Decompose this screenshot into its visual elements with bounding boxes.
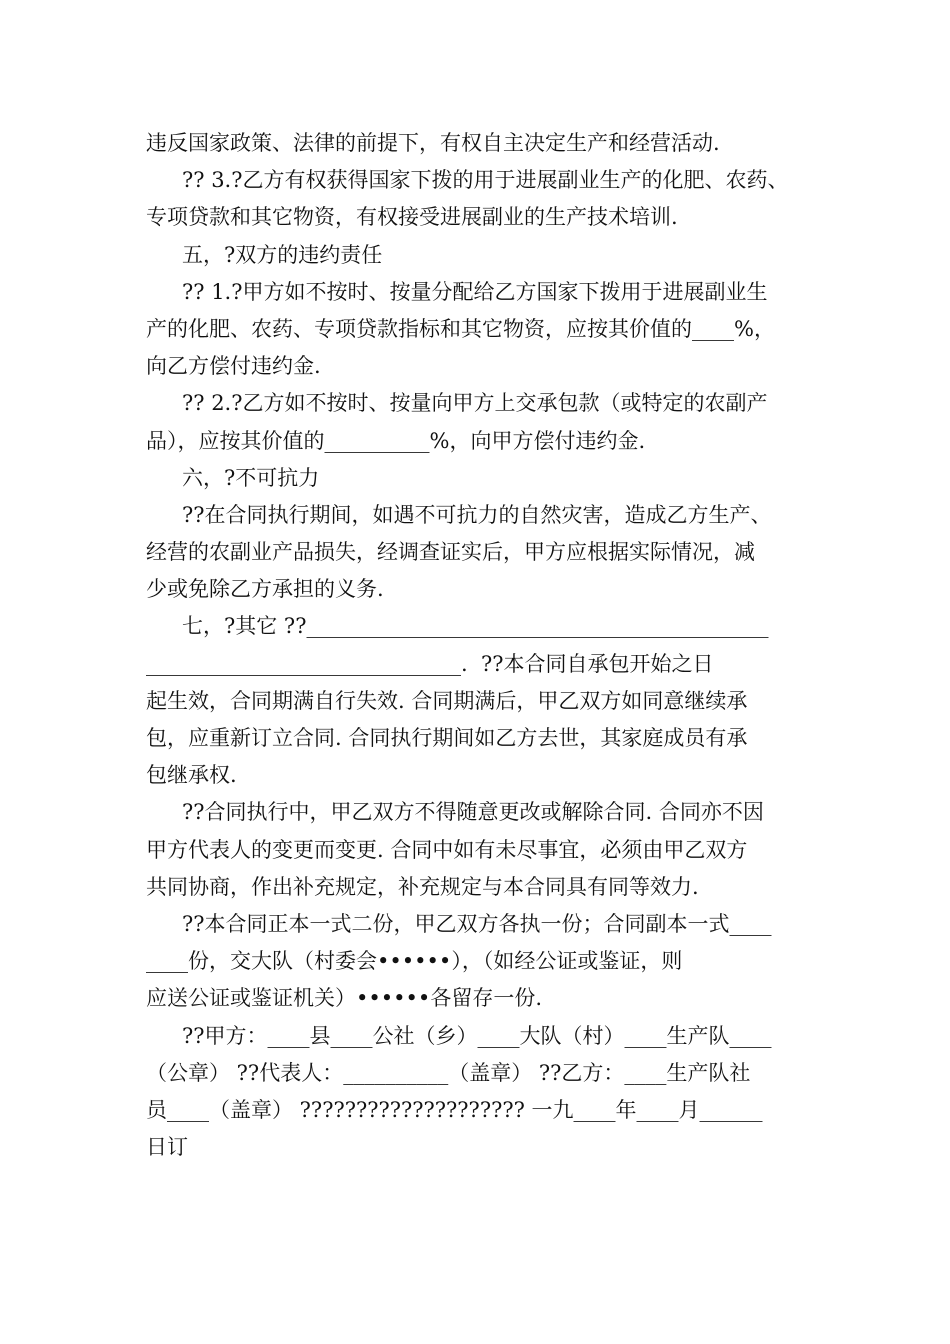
text-line: 包，应重新订立合同. 合同执行期间如乙方去世，其家庭成员有承 (146, 726, 748, 750)
text-line: ??在合同执行期间，如遇不可抗力的自然灾害，造成乙方生产、 (182, 502, 772, 527)
text-line: ??合同执行中，甲乙双方不得随意更改或解除合同. 合同亦不因 (182, 800, 764, 825)
text-line: 包继承权. (146, 763, 237, 788)
text-line: 甲方代表人的变更而变更. 合同中如有未尽事宜，必须由甲乙双方 (146, 837, 748, 862)
text-line: 向乙方偿付违约金. (146, 354, 321, 379)
text-line: 少或免除乙方承担的义务. (146, 577, 384, 602)
text-line: ?? 1.?甲方如不按时、按量分配给乙方国家下拨用于进展副业生 (182, 279, 768, 304)
text-line: ?? 2.?乙方如不按时、按量向甲方上交承包款（或特定的农副产 (182, 391, 768, 416)
text-line: 五，?双方的违约责任 (182, 242, 383, 267)
text-line: 员____（盖章） ???????????????????? 一九____年____月______ (146, 1097, 763, 1122)
text-line: 违反国家政策、法律的前提下，有权自主决定生产和经营活动. (146, 131, 720, 155)
text-line: 应送公证或鉴证机关）••••••各留存一份. (146, 986, 542, 1011)
text-line: 七，?其它 ??____________________________________________ (182, 614, 769, 639)
text-line: 六，?不可抗力 (182, 465, 320, 490)
text-line: 共同协商，作出补充规定，补充规定与本合同具有同等效力. (146, 874, 699, 899)
text-line: 专项贷款和其它物资，有权接受进展副业的生产技术培训. (146, 205, 678, 230)
text-line: ??甲方：____县____公社（乡）____大队（村）____生产队____ (182, 1023, 772, 1048)
text-line: ?? 3.?乙方有权获得国家下拨的用于进展副业生产的化肥、农药、 (182, 168, 789, 193)
text-line: 经营的农副业产品损失，经调查证实后，甲方应根据实际情况，减 (146, 540, 755, 565)
text-line: ______________________________. ??本合同自承包开始之日 (146, 651, 714, 676)
contract-body-text (146, 125, 811, 1166)
text-line: 品），应按其价值的__________%，向甲方偿付违约金. (146, 428, 646, 453)
text-line: 起生效，合同期满自行失效. 合同期满后，甲乙双方如同意继续承 (146, 688, 748, 713)
text-line: 产的化肥、农药、专项贷款指标和其它物资，应按其价值的____%， (146, 316, 775, 341)
text-line: ??本合同正本一式二份，甲乙双方各执一份；合同副本一式____ (182, 911, 772, 936)
text-line: （公章） ??代表人：__________（盖章） ??乙方：____生产队社 (146, 1060, 751, 1085)
text-line: ____份，交大队（村委会••••••），（如经公证或鉴证，则 (146, 949, 683, 974)
text-line: 日订 (146, 1135, 188, 1160)
